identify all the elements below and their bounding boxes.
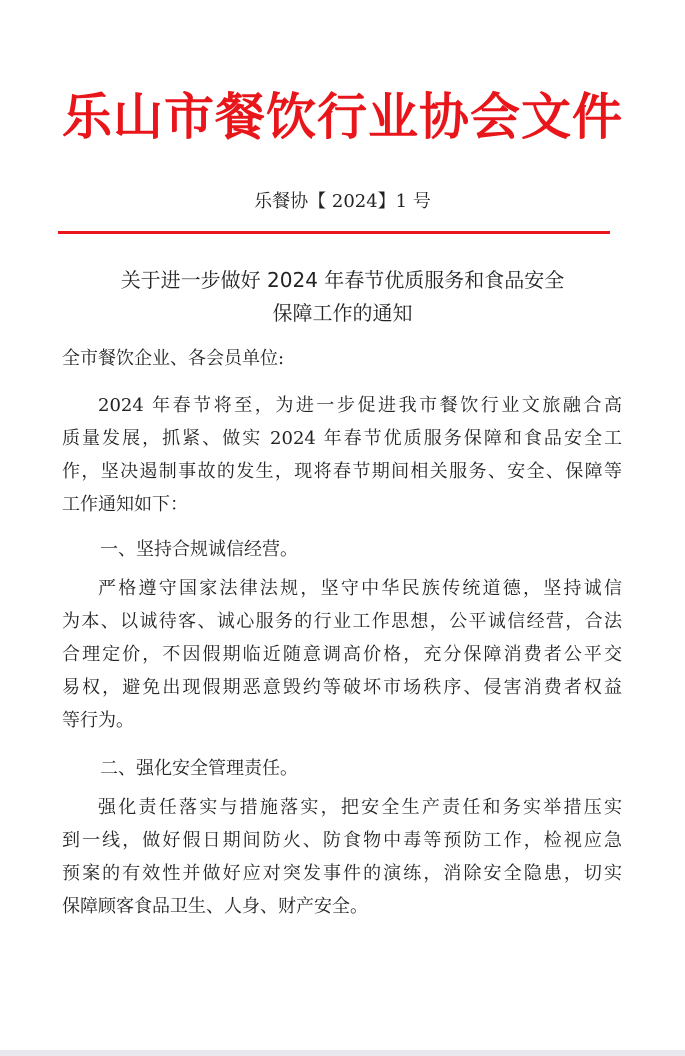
section-2-line-2: 到一线，做好假日期间防火、防食物中毒等预防工作，检视应急 <box>62 830 622 851</box>
salutation: 全市餐饮企业、各会员单位: <box>62 348 285 369</box>
section-1-heading: 一、坚持合规诚信经营。 <box>100 539 298 560</box>
intro-line-2: 质量发展，抓紧、做实 2024 年春节优质服务保障和食品安全工 <box>62 428 622 449</box>
section-2-line-1: 强化责任落实与措施落实，把安全生产责任和务实举措压实 <box>98 797 622 818</box>
section-1-line-2: 为本、以诚待客、诚心服务的行业工作思想，公平诚信经营，合法 <box>62 611 622 632</box>
section-2-line-4: 保障顾客食品卫生、人身、财产安全。 <box>62 896 368 917</box>
section-1-line-4: 易权，避免出现假期恶意毁约等破坏市场秩序、侵害消费者权益 <box>62 677 622 698</box>
org-header-title: 乐山市餐饮行业协会文件 <box>62 88 623 146</box>
notice-title-line-1: 关于进一步做好 2024 年春节优质服务和食品安全 <box>120 268 565 292</box>
section-1-line-5: 等行为。 <box>62 710 134 731</box>
notice-title-line-2: 保障工作的通知 <box>272 301 413 325</box>
section-1-line-1: 严格遵守国家法律法规，坚守中华民族传统道德，坚持诚信 <box>98 578 622 599</box>
section-1-line-3: 合理定价，不因假期临近随意调高价格，充分保障消费者公平交 <box>62 644 622 665</box>
page-bottom-edge <box>0 1050 685 1056</box>
section-2-heading: 二、强化安全管理责任。 <box>100 758 298 779</box>
document-number: 乐餐协【 2024】1 号 <box>254 191 431 212</box>
intro-line-1: 2024 年春节将至，为进一步促进我市餐饮行业文旅融合高 <box>98 395 622 416</box>
intro-line-3: 作，坚决遏制事故的发生，现将春节期间相关服务、安全、保障等 <box>62 461 622 482</box>
red-divider-line <box>58 231 610 234</box>
intro-line-4: 工作通知如下： <box>62 494 188 515</box>
section-2-line-3: 预案的有效性并做好应对突发事件的演练，消除安全隐患，切实 <box>62 863 622 884</box>
